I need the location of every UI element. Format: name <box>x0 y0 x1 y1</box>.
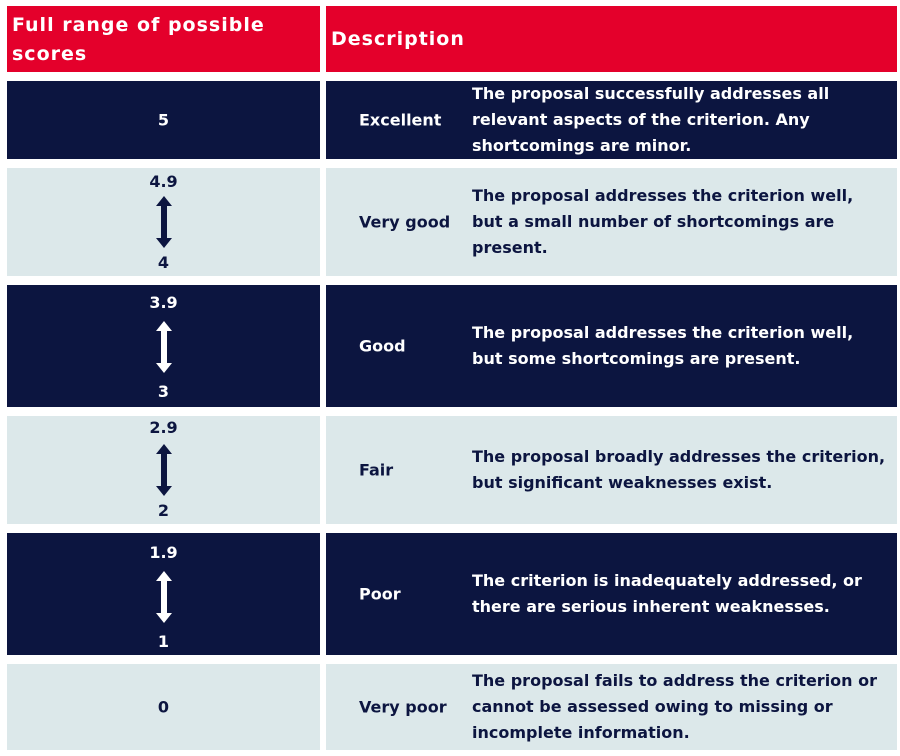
score-cell <box>7 168 320 276</box>
table-row-very-good <box>0 168 900 276</box>
score-cell <box>7 533 320 655</box>
score-value: 0 <box>157 697 170 717</box>
description-cell <box>326 533 897 655</box>
score-cell <box>7 81 320 159</box>
description-text: The proposal fails to address the criterion or cannot be assessed owing to missing or incomplete information. <box>472 671 878 742</box>
table-row-excellent <box>0 81 900 159</box>
table-row-good <box>0 285 900 407</box>
table-row-fair <box>0 416 900 524</box>
score-cell <box>7 285 320 407</box>
score-range-bottom: 3 <box>157 382 170 401</box>
score-range-top: 2.9 <box>149 418 178 437</box>
description-cell <box>326 664 897 750</box>
scores-column-header <box>7 6 320 72</box>
description-text: The criterion is inadequately addressed, or there are serious inherent weaknesses. <box>472 571 862 616</box>
score-cell <box>7 664 320 750</box>
description-cell <box>326 168 897 276</box>
rating-label: Fair <box>359 460 394 480</box>
description-cell <box>326 81 897 159</box>
score-range-top: 1.9 <box>149 543 178 562</box>
score-range-bottom: 2 <box>157 501 170 520</box>
description-text: The proposal addresses the criterion well, but some shortcomings are present. <box>472 323 854 368</box>
score-range-top: 4.9 <box>149 172 178 191</box>
description-column-header-label: Description <box>331 28 465 50</box>
description-text: The proposal successfully addresses all relevant aspects of the criterion. Any shortcomings are minor. <box>472 84 830 155</box>
range-arrow-icon <box>156 571 172 623</box>
description-text: The proposal broadly addresses the criterion, but significant weaknesses exist. <box>472 447 886 492</box>
score-value: 5 <box>157 110 170 130</box>
rating-label: Very poor <box>359 697 447 717</box>
range-arrow-icon <box>156 196 172 248</box>
scores-column-header-label: Full range of possible scores <box>12 14 265 65</box>
table-row-poor <box>0 533 900 655</box>
score-range-bottom: 4 <box>157 253 170 272</box>
rating-label: Good <box>359 336 406 356</box>
score-range-top: 3.9 <box>149 293 178 312</box>
description-text: The proposal addresses the criterion well, but a small number of shortcomings are present. <box>472 186 854 257</box>
rating-label: Poor <box>359 584 401 604</box>
table-row-very-poor <box>0 664 900 750</box>
score-cell <box>7 416 320 524</box>
range-arrow-icon <box>156 444 172 496</box>
description-cell <box>326 285 897 407</box>
score-range-bottom: 1 <box>157 632 170 651</box>
rating-label: Excellent <box>359 110 442 130</box>
description-cell <box>326 416 897 524</box>
range-arrow-icon <box>156 321 172 373</box>
rating-label: Very good <box>359 212 451 232</box>
description-column-header <box>326 6 897 72</box>
